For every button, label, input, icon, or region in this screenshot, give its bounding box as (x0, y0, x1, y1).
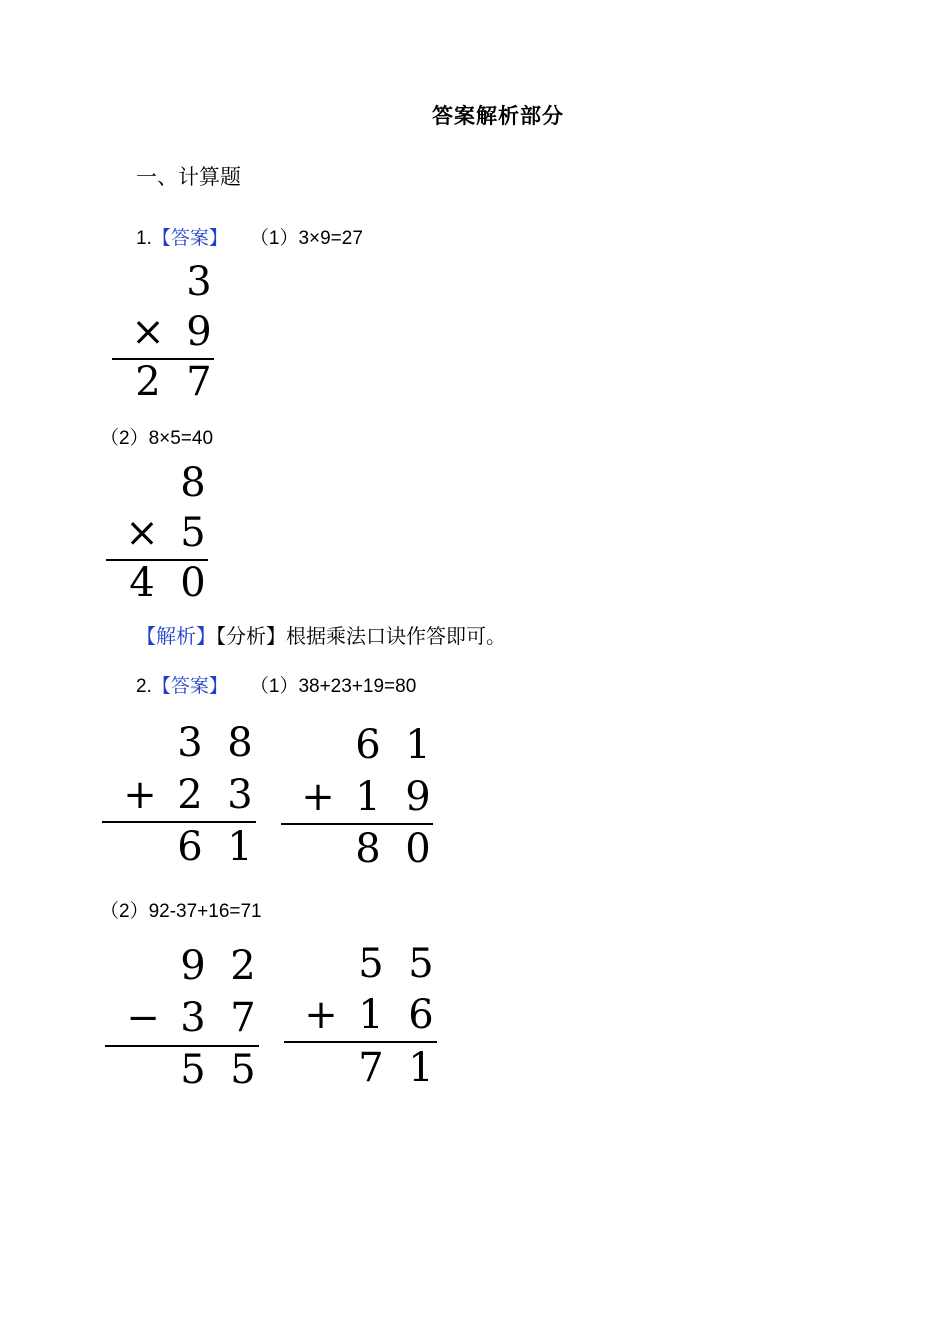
q1-vertical-calc-1 (112, 259, 214, 412)
q2-part2: （2）92-37+16=71 (100, 901, 262, 922)
q2-vertical-calc-2a (105, 943, 259, 1096)
q2-number: 2. (136, 676, 152, 697)
digit: 3 (227, 772, 253, 818)
digit: 5 (180, 510, 206, 556)
operator: + (301, 774, 335, 820)
q1-analysis-line (136, 620, 506, 649)
digit: 0 (180, 560, 206, 606)
digit: 8 (180, 460, 206, 506)
digit: 7 (186, 359, 212, 405)
digit: 2 (230, 943, 256, 989)
digit: 2 (177, 772, 203, 818)
operator: − (126, 995, 160, 1041)
q1-answer-line (136, 223, 363, 250)
operator: × (125, 510, 159, 556)
q1-analysis-text: 【分析】根据乘法口诀作答即可。 (216, 624, 506, 648)
q2-vertical-calc-2b (284, 941, 437, 1094)
digit: 5 (230, 1047, 256, 1093)
digit: 1 (355, 774, 381, 820)
sum-line (284, 1041, 437, 1043)
digit: 6 (355, 722, 381, 768)
digit: 3 (186, 259, 212, 305)
page-title: 答案解析部分 (432, 104, 564, 128)
digit: 1 (358, 992, 384, 1038)
digit: 6 (408, 992, 434, 1038)
operator: + (123, 772, 157, 818)
digit: 9 (180, 943, 206, 989)
digit: 1 (405, 722, 431, 768)
q2-answer-tag: 【答案】 (151, 675, 228, 697)
digit: 9 (186, 309, 212, 355)
q1-part1: （1）3×9=27 (249, 228, 363, 249)
digit: 4 (129, 560, 155, 606)
operator: + (304, 992, 338, 1038)
q1-analysis-tag: 【解析】 (136, 624, 216, 648)
operator: × (131, 309, 165, 355)
digit: 5 (358, 941, 384, 987)
digit: 1 (408, 1045, 434, 1091)
q2-part1: （1）38+23+19=80 (249, 676, 417, 697)
digit: 3 (180, 995, 206, 1041)
q2-answer-line (136, 671, 416, 698)
section-heading: 一、计算题 (136, 165, 241, 189)
digit: 6 (177, 824, 203, 870)
q1-number: 1. (136, 228, 152, 249)
digit: 8 (227, 720, 253, 766)
digit: 0 (405, 826, 431, 872)
sum-line (102, 821, 256, 823)
digit: 5 (180, 1047, 206, 1093)
digit: 8 (355, 826, 381, 872)
q1-vertical-calc-2 (106, 460, 208, 613)
digit: 7 (230, 995, 256, 1041)
digit: 3 (177, 720, 203, 766)
q1-part2: （2）8×5=40 (100, 428, 214, 449)
q2-vertical-calc-1a (102, 720, 256, 873)
digit: 9 (405, 774, 431, 820)
digit: 7 (358, 1045, 384, 1091)
sum-line (281, 823, 433, 825)
digit: 2 (135, 359, 161, 405)
q2-vertical-calc-1b (281, 722, 433, 875)
digit: 1 (227, 824, 253, 870)
q1-answer-tag: 【答案】 (151, 227, 228, 249)
digit: 5 (408, 941, 434, 987)
